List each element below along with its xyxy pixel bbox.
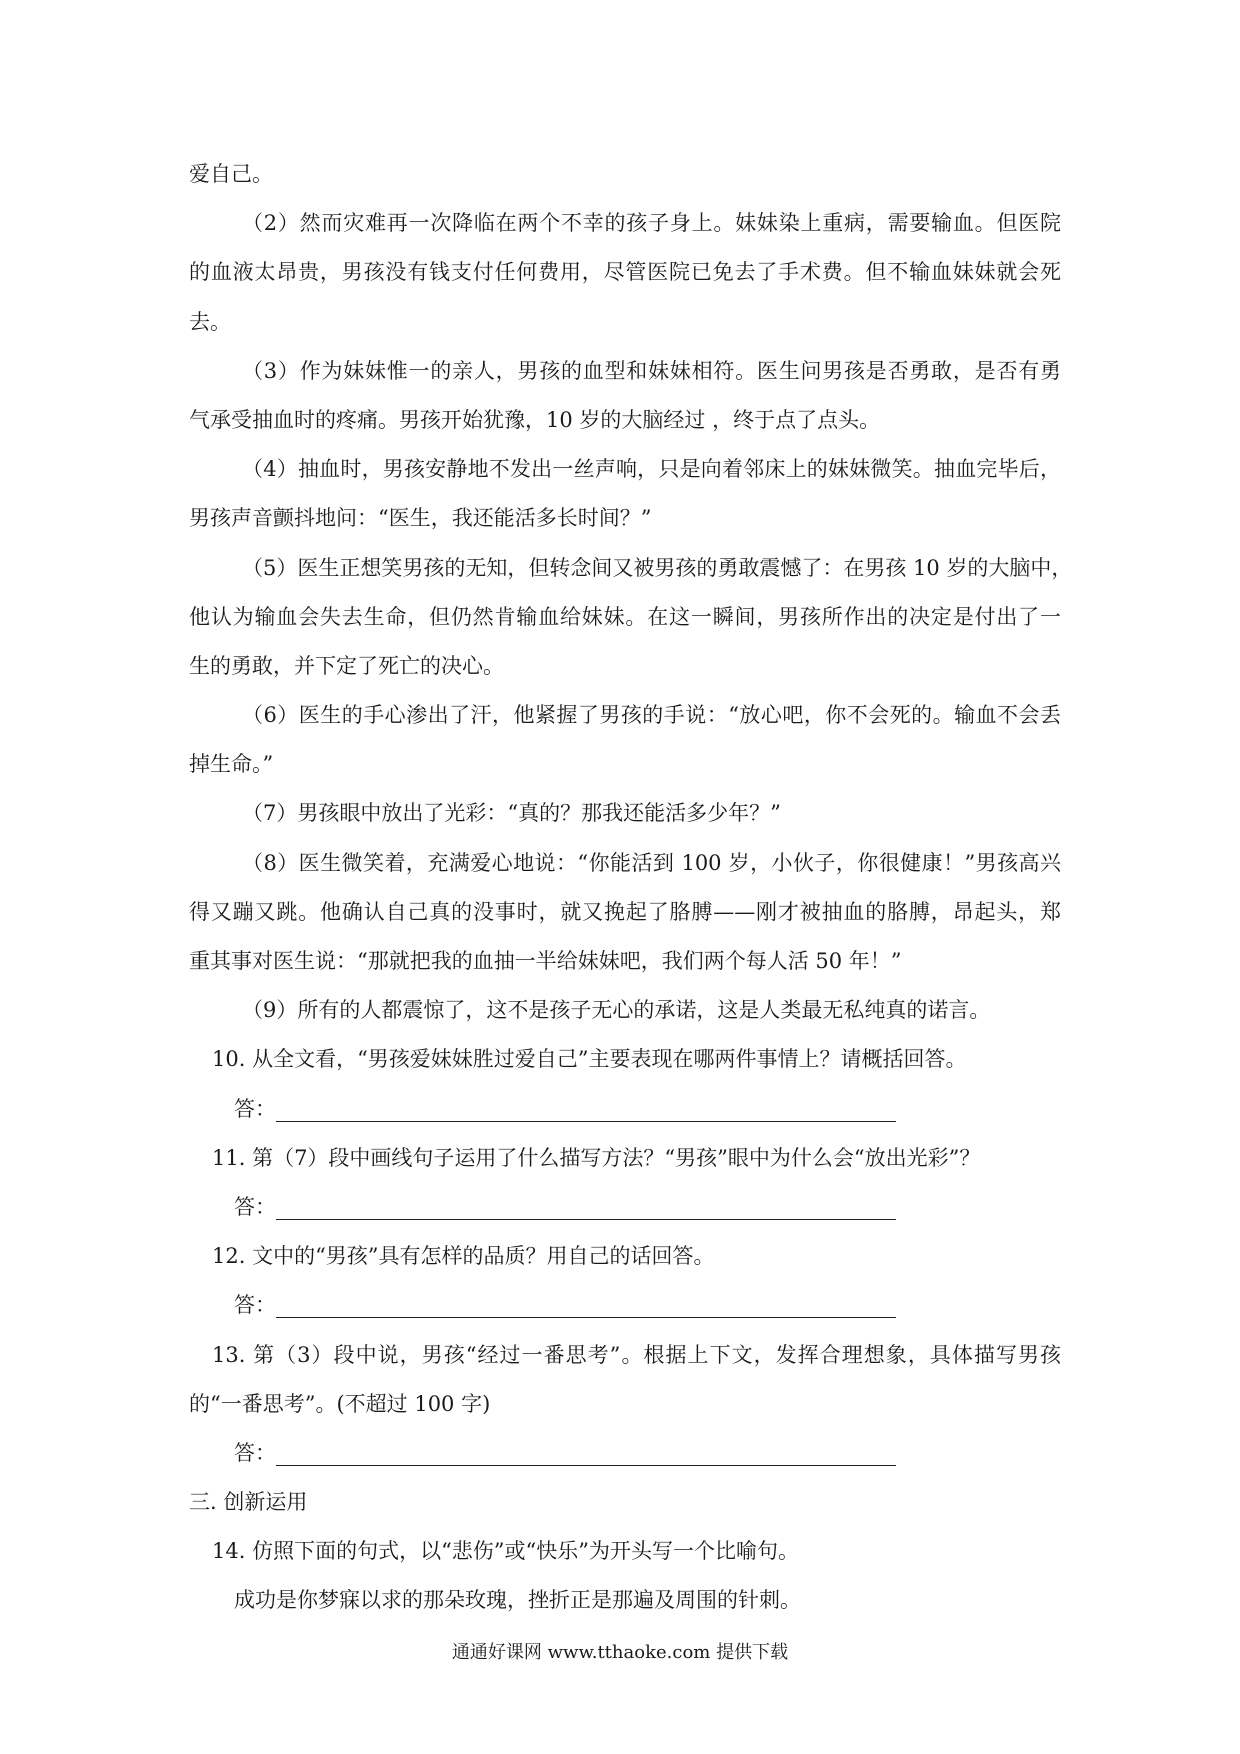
text-line (0, 888, 1240, 937)
line-text: 气承受抽血时的疼痛。男孩开始犹豫，10 岁的大脑经过 ，终于点了点头。 (189, 407, 881, 432)
answer-line (0, 1183, 1240, 1232)
answer-blank[interactable] (276, 1219, 896, 1220)
line-text: 12. 文中的“男孩”具有怎样的品质？用自己的话回答。 (212, 1244, 715, 1269)
line-text: 去。 (189, 309, 231, 334)
answer-blank[interactable] (276, 1465, 896, 1466)
question-line (0, 1134, 1240, 1183)
text-line (0, 445, 1240, 494)
question-line (0, 1331, 1240, 1380)
line-text: （3）作为妹妹惟一的亲人，男孩的血型和妹妹相符。医生问男孩是否勇敢，是否有勇 (242, 358, 1061, 383)
text-line (0, 150, 1240, 199)
question-line (0, 1527, 1240, 1576)
answer-blank[interactable] (276, 1317, 896, 1318)
answer-line (0, 1085, 1240, 1134)
answer-line (0, 1429, 1240, 1478)
line-text: （4）抽血时，男孩安静地不发出一丝声响，只是向着邻床上的妹妹微笑。抽血完毕后， (242, 457, 1061, 482)
text-line (0, 839, 1240, 888)
text-line (0, 1478, 1240, 1527)
line-text: 重其事对医生说：“那就把我的血抽一半给妹妹吧，我们两个每人活 50 年！” (189, 949, 902, 973)
line-text: 掉生命。” (189, 752, 274, 777)
text-line (0, 789, 1240, 838)
line-text: 10. 从全文看，“男孩爱妹妹胜过爱自己”主要表现在哪两件事情上？请概括回答。 (212, 1047, 967, 1072)
question-line (0, 1232, 1240, 1281)
text-line (0, 986, 1240, 1035)
text-line (0, 740, 1240, 789)
line-text: （7）男孩眼中放出了光彩：“真的？那我还能活多少年？” (242, 801, 781, 826)
line-text: 13. 第（3）段中说，男孩“经过一番思考”。根据上下文，发挥合理想象，具体描写男孩 (212, 1342, 1061, 1367)
line-text: 爱自己。 (189, 162, 273, 186)
text-line (0, 199, 1240, 248)
text-line (0, 691, 1240, 740)
text-line (0, 642, 1240, 691)
line-text: （9）所有的人都震惊了，这不是孩子无心的承诺，这是人类最无私纯真的诺言。 (242, 998, 991, 1023)
answer-label: 答： (234, 1440, 276, 1465)
line-text: 他认为输血会失去生命，但仍然肯输血给妹妹。在这一瞬间，男孩所作出的决定是付出了一 (189, 604, 1061, 629)
answer-label: 答： (234, 1096, 276, 1121)
answer-label: 答： (234, 1293, 276, 1318)
text-line (0, 396, 1240, 445)
line-text: 的“一番思考”。(不超过 100 字) (189, 1391, 491, 1416)
answer-blank[interactable] (276, 1121, 896, 1122)
line-text: 11. 第（7）段中画线句子运用了什么描写方法？“男孩”眼中为什么会“放出光彩”？ (212, 1145, 981, 1170)
text-line (0, 248, 1240, 297)
text-line (0, 544, 1240, 593)
text-line (0, 298, 1240, 347)
line-text: 成功是你梦寐以求的那朵玫瑰，挫折正是那遍及周围的针刺。 (234, 1588, 801, 1613)
line-text: 三. 创新运用 (189, 1490, 308, 1515)
line-text: 14. 仿照下面的句式，以“悲伤”或“快乐”为开头写一个比喻句。 (212, 1539, 800, 1564)
text-line (0, 937, 1240, 986)
question-line (0, 1035, 1240, 1084)
line-text: （2）然而灾难再一次降临在两个不幸的孩子身上。妹妹染上重病，需要输血。但医院 (242, 211, 1061, 236)
text-line (0, 593, 1240, 642)
line-text: 的血液太昂贵，男孩没有钱支付任何费用，尽管医院已免去了手术费。但不输血妹妹就会死 (189, 260, 1061, 285)
answer-label: 答： (234, 1194, 276, 1219)
line-text: （6）医生的手心渗出了汗，他紧握了男孩的手说：“放心吧，你不会死的。输血不会丢 (242, 703, 1061, 728)
text-line (0, 494, 1240, 543)
line-text: 生的勇敢，并下定了死亡的决心。 (189, 653, 504, 678)
text-line (0, 1380, 1240, 1429)
text-line (0, 347, 1240, 396)
answer-line (0, 1281, 1240, 1330)
line-text: （8）医生微笑着，充满爱心地说：“你能活到 100 岁，小伙子，你很健康！”男孩高兴 (242, 850, 1061, 875)
document-body (0, 150, 1240, 1626)
line-text: （5）医生正想笑男孩的无知，但转念间又被男孩的勇敢震憾了：在男孩 10 岁的大脑中， (242, 555, 1073, 580)
line-text: 得又蹦又跳。他确认自己真的没事时，就又挽起了胳膊——刚才被抽血的胳膊，昂起头，郑 (189, 899, 1061, 924)
page-footer: 通通好课网 www.tthaoke.com 提供下载 (451, 1642, 789, 1663)
text-line (0, 1576, 1240, 1625)
line-text: 男孩声音颤抖地问：“医生，我还能活多长时间？” (189, 506, 652, 531)
